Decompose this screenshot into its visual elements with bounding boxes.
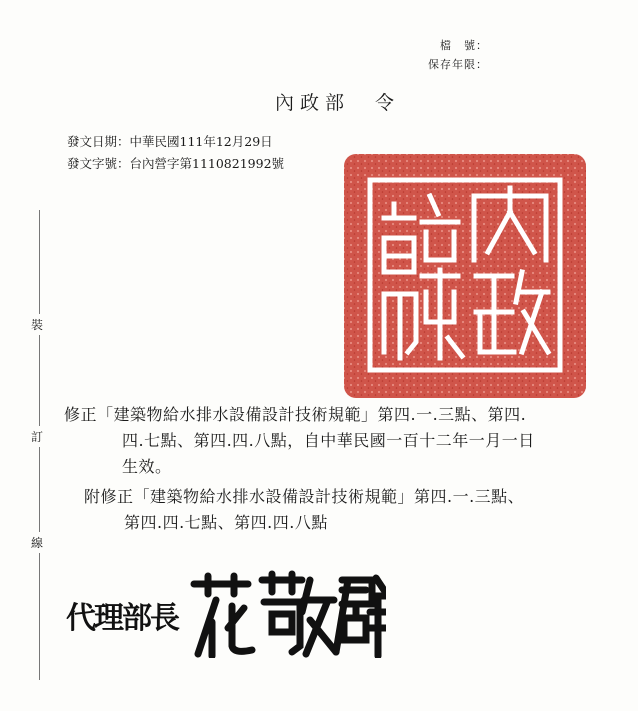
body-paragraph-1-line-2: 四.七點、第四.四.八點，自中華民國一百十二年一月一日 bbox=[122, 431, 535, 450]
body-paragraph-2-line-1: 附修正「建築物給水排水設備設計技術規範」第四.一.三點、 bbox=[84, 487, 525, 506]
binding-char-xian: 線 bbox=[31, 532, 43, 553]
binding-char-zhuang: 裝 bbox=[31, 314, 43, 335]
retention-period-label: 保存年限： bbox=[428, 58, 488, 71]
issue-date: 發文日期：中華民國111年12月29日 bbox=[67, 134, 273, 149]
document-number: 發文字號：台內營字第1110821992號 bbox=[67, 156, 285, 171]
official-seal bbox=[342, 152, 588, 400]
body-paragraph-1-line-3: 生效。 bbox=[122, 457, 172, 476]
body-paragraph-2-line-2: 第四.四.七點、第四.四.八點 bbox=[124, 513, 328, 532]
body-paragraph-1-line-1: 修正「建築物給水排水設備設計技術規範」第四.一.三點、第四. bbox=[64, 405, 527, 424]
document-title: 內政部 令 bbox=[275, 92, 401, 114]
file-number-label: 檔 號： bbox=[440, 39, 488, 52]
signature-title: 代理部長 bbox=[66, 601, 178, 636]
minister-signature bbox=[66, 566, 386, 658]
binding-char-ding: 訂 bbox=[31, 426, 43, 447]
signature-handwritten-name bbox=[194, 574, 386, 656]
